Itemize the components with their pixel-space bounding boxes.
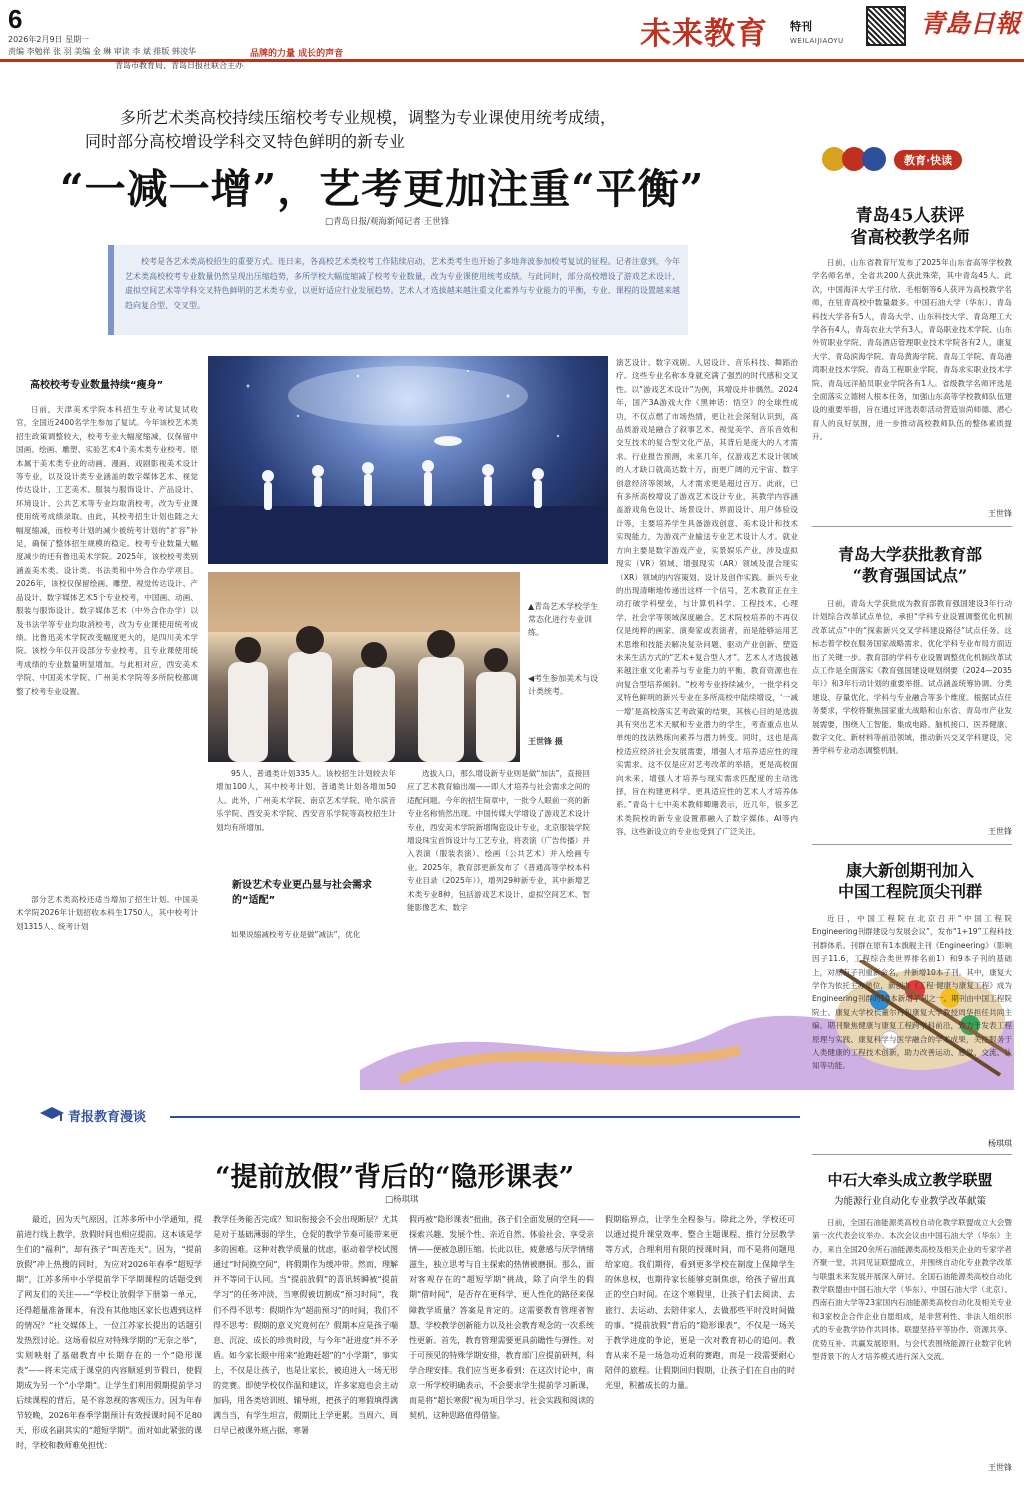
- main-headline: “一减一增”，艺考更加注重“平衡”: [60, 165, 705, 213]
- story2-title: [810, 544, 1010, 586]
- story1-author: 王世锋: [988, 509, 1012, 518]
- date-line: [8, 34, 258, 58]
- main-col-3: 选拔入口，那么增设新专业则是做“加法”，直接回应了艺术教育输出端——即人才培养与社会需求之间的适配问题。今年的招生简章中，一批令人眼前一亮的新专业名称悄然出现。中国传媒大学增设了游戏艺术设计专业，西安美术学院新增陶瓷设计专业，北京服装学院增设珠宝首饰设计与工艺专业，将表演（广告传播）并入表演（服装表演）、绘画（公共艺术）并入绘画专业。2025年，教育部更新发布了《普通高等学校本科专业目录（2025年）》，增列29种新专业，其中新增艺术类专业8种，包括游戏艺术设计、虚拟空间艺术、智能影像艺术、数字: [407, 769, 590, 913]
- lead-paragraph: 校考是各艺术类高校招生的重要方式。连日来，各高校艺术类校考工作陆续启动，艺术类考生也开始了多地奔波参加校考复试的征程。记者注意到，今年艺术类高校校考专业数量仍然呈现出压缩趋势，多所学校大幅度缩减了校考专业数量，改为专业课使用统考成绩。与此同时，部分高校增设了游戏艺术设计、虚拟空间艺术等学科交叉特色鲜明的艺术类专业，以更好适应行业发展趋势。艺术人才选拔越来越注重文化素养与专业能力的平衡，专业、课程的设置越来越趋向复合型、交叉型。: [125, 257, 680, 310]
- subtitle-line-2: 同时部分高校增设学科交叉特色鲜明的新专业: [85, 132, 406, 151]
- commentary-col-1: 最近，因为天气原因，江苏多所中小学通知，提前进行线上教学，放假时间也相应提前。这本该是学生们的“福利”，却有孩子“叫苦连天”。因为，“提前放假”冲上热搜的同时，为应对2026年春季“超短学期”，江苏多所中小学提前学下学期课程的话题受到了网友们的关注——“学校让放假学下册第一单元，还得超量准备课本，有没有其他地区家长也遇到这样的情况？”社交媒体上，一位江苏家长提出的话题引发热烈讨论。这场看似应对特殊学期的“无奈之举”，实则映射了基础教育中长期存在的一个“隐形课表”——将未完成于课堂的内容顺延到节假日，使假期成为另一个“小学期”。让学生们利用假期提前学习后续课程的背后，是不容忽视的客观压力。因为年春节较晚，2026年春季学期预计有效授课时间不足80天，形成名副其实的“超短学期”。面对如此紧张的课时，学校和教师难免担忧：: [16, 1215, 202, 1451]
- date-text: 2026年2月9日 星期一: [8, 35, 90, 44]
- newspaper-logo: 青島日報: [920, 9, 1021, 38]
- sidebar-divider-1: [812, 526, 1012, 527]
- story2-body: 日前，青岛大学获批成为教育部教育强国建设3年行动计划综合改革试点单位，承担“学科专业设置调整优化机制改革试点”中的“探索新兴交叉学科建设路径”试点任务。这标志着学校在服务国家战略需求、优化学科专业布局方面迈出了关键一步。教育部的学科专业设置调整优化机制改革试点工作是全面落实《教育强国建设规划纲要（2024—2035年）》和3年行动计划的重要举措。试点涵盖统筹协调、分类建设、存量优化、学科与专业融合等多个维度。根据试点任务要求，学校将聚焦国家重大战略和山东省、青岛市产业发展需要，围绕人工智能、集成电路、脑机接口、医养健康、数字文化、新材料等前沿领域，推动新兴交叉学科建设，完善学科专业动态调整机制。: [812, 599, 1012, 756]
- story4-body: 日前，全国石油能源类高校自动化教学联盟成立大会暨第一次代表会议举办。本次会议由中国石油大学（华东）主办，来自全国20余所石油能源类高校及相关企业的专家学者齐聚一堂，共同见证联盟成立，并围绕自动化专业教学改革与联盟未来发展开展深入研讨。全国石油能源类高校自动化教学联盟由中国石油大学（华东）、中国石油大学（北京）、西南石油大学等23家国内石油能源类高校自动化及相关专业和3家校企合作企业自愿组成，是非营利性、非法人组织形式的专业教学协作共同体。联盟坚持平等协作、资源共享、优势互补、共赢发展原则。与会代表围绕能源行业数字化转型背景下的人才培养模式进行深入交流。: [812, 1218, 1012, 1362]
- story1-title: [810, 205, 1010, 249]
- main-col-4: 演艺设计、数字戏剧、人居设计、音乐科技、舞蹈治疗。这些专业名称本身就充满了强烈的时代感和交叉性。以“游戏艺术设计”为例，其增设并非偶然。2024年，国产3A游戏大作《黑神话：悟空》的全球性成功，不仅点燃了市场热情，更让社会深刻认识到，高品质游戏是融合了叙事艺术、视觉美学、音乐音效和交互技术的复合型文化产品，其背后是庞大的人才需求。行业报告预测，未来几年，仅游戏艺术设计领域的人才缺口就高达数十万，而更广阔的元宇宙、数字创意经济等领域，人才需求更是超过百万。此前，已有多所高校增设了游戏艺术设计专业，其教学内容涵盖游戏角色设计、场景设计、界面设计、用户体验设计等，主要培养学生具备游戏创意、美术设计和技术实现能力，为游戏产业输送专业艺术设计人才。就业方向主要是数字游戏产业，实景娱乐产业，涉及虚拟现实（VR）领域、增强现实（AR）领域及混合现实（XR）领域的内容策划、设计及创作实践。新兴专业的出现清晰地传递出这样一个信号，艺术教育正在主动打破学科壁垒，与计算机科学、工程技术、心理学、社会学等领域深度融合。艺术院校培养的不再仅仅是纯粹的画家、演奏家或表演者，而是能够运用艺术思维和技能去解决复杂问题、驱动产业创新、塑造未来生活方式的“艺术+复合型人才”。艺术人才选拔越来越注重文化素养与专业能力的平衡，教育资源也在向复合型培养倾斜。“校考专业持续减少，一批学科交叉特色鲜明的新兴专业在多所高校中陆续增设，‘一减一增’是高校落实艺考政策的结果，其核心目的是选拔具有突出艺术天赋和专业潜力的学生，考查重点也从单纯的技法熟练向素养与潜力转变。同时，这也是高校适应经济社会发展需要，增强人才培养适应性的现实需求。这不仅是应对艺考改革的举措，更是高校面向未来、增强人才培养与现实需求匹配度的主动选择，旨在构建更科学、更具适应性的艺术人才培养体系。”青岛十七中美术教师卿珊表示，近几年，很多艺术类院校的新专业设置都融入了数字媒体、AI等内容，这些新设立的专业也受到了广泛关注。: [616, 358, 798, 837]
- main-col-2: 95人、普通类计划335人。该校招生计划较去年增加100人，其中校考计划、普通类计划各增加50人。此外，广州美术学院、南京艺术学院、哈尔滨音乐学院、西安美术学院、西安音乐学院等高校招生计划均有所增加。: [216, 769, 396, 832]
- story3-title-line1: 康大新创期刊加入: [845, 861, 974, 880]
- students-photo-icon: [208, 572, 520, 762]
- story3-title-line2: 中国工程院顶尖刊群: [837, 882, 982, 901]
- sidebar-divider-2: [812, 844, 1012, 845]
- dance-photo-icon: [208, 356, 608, 564]
- story1-title-line1: 青岛45人获评: [855, 206, 965, 226]
- main-byline: □青岛日报/观海新闻记者 王世锋: [325, 217, 450, 227]
- exam-students-photo: [208, 572, 520, 762]
- dance-photo: [208, 356, 608, 564]
- section-head-2: 新设艺术专业更凸显与社会需求的“适配”: [232, 880, 372, 906]
- sidebar-divider-3: [812, 1154, 1012, 1155]
- story2-author: 王世锋: [988, 827, 1012, 836]
- commentary-col-2: 教学任务能否完成？知识衔接会不会出现断层？尤其是对于基础薄弱的学生，仓促的教学节奏可能带来更多的困难。这种对教学质量的忧虑，驱动着学校试图通过“时间换空间”，将假期作为缓冲带。然而，理解并不等同于认同。当“提前放假”的喜讯转瞬被“提前学习”的任务冲淡，当寒假被切割成“预习时间”，我们不得不思考：假期作为“超前预习”的时间，我们不得不思考：假期的意义究竟何在？假期本应是孩子喘息、沉淀、成长的珍贵时段，与今年“赶进度”并不矛盾。如今家长眼中用来“抢跑赶超”的“小学期”，事实上，不仅是让孩子，也是让家长，被迫进入一场无形的竞赛。即使学校仅作温和建议，许多家庭也会主动加码，用各类培训班、辅导班，把孩子的寒假填得满满当当，有学生坦言，假期比上学更累。当周六、周日早已被课外班占据，寒暑: [213, 1215, 398, 1436]
- sidebar-header: [820, 144, 1015, 174]
- section-head-1: 高校校考专业数量持续“瘦身”: [30, 380, 164, 391]
- staff-text: 责编 李勉祥 张 羽 美编 金 琳 审读 李 斌 排版 韩凌华: [8, 47, 196, 56]
- brand-pinyin: WEILAIJIAOYU: [790, 37, 844, 45]
- commentary-col-4: 假期临界点，让学生全程参与。除此之外，学校还可以通过提升课堂效率、整合主题课程、推行分层教学等方式，合理利用有限的授课时间，而不是将问题甩给家庭。我们期待，看到更多学校在制度上保障学生的休息权，也期待家长能够克制焦虑，给孩子留出真正的空白时间。在这个寒假里，让孩子们去阅读、去旅行、去运动、去陪伴家人，去做那些平时没时间做的事。“提前放假”背后的“隐形课表”，不仅是一场关于教学进度的争论，更是一次对教育初心的追问。教育从来不是一场急功近利的赛跑，而是一段需要耐心陪伴的旅程。让假期回归假期，让孩子们在自由的时光里，积蓄成长的力量。: [605, 1215, 795, 1391]
- brand-sub: 特刊: [790, 20, 812, 33]
- story2-title-line1: 青岛大学获批教育部: [837, 545, 982, 564]
- news-flash-icon: [820, 144, 890, 174]
- main-col-2b: 如果说缩减校考专业是做“减法”，优化: [231, 930, 361, 939]
- brand-title: 未来教育: [640, 16, 768, 52]
- commentary-column-name: 青报教育漫谈: [68, 1110, 147, 1125]
- organizer: 青岛市教育局、青岛日报社联合主办: [115, 61, 243, 70]
- story2-title-line2: “教育强国试点”: [852, 566, 968, 585]
- subtitle-line-1: 多所艺术类高校持续压缩校考专业规模，调整为专业课使用统考成绩，: [120, 108, 617, 127]
- photo-credit: 王世锋 摄: [528, 737, 563, 746]
- story4-title: 中石大牵头成立教学联盟: [827, 1171, 993, 1189]
- commentary-title: “提前放假”背后的“隐形课表”: [215, 1162, 575, 1193]
- story3-body: 近日，中国工程院在北京召开“中国工程院Engineering刊群建设与发展会议”，发布“1+19”工程科技刊群体系。刊群在原有1本旗舰主刊《Engineering》（影响因子11.6，工程综合类世界排名前1）和9本子刊的基础上，对原有子刊重新命名，并新增10本子刊。其中，康复大学作为依托主办单位，新创办《工程·健康与康复工程》成为Engineering刊群的10本新增子刊之一。期刊由中国工程院院士、康复大学校长董尔丹和康复大学教授周华担任共同主编。期刊聚焦健康与康复工程跨学科前沿，致力于发表工程原理与实践、康复科学与医学融合的学术成果，关注服务于人类健康的工程技术创新，助力改善运动、感觉、交流、认知等功能。: [812, 914, 1012, 1071]
- sidebar-tag: 教育·快读: [894, 150, 962, 170]
- photo-caption-1: ▲青岛艺术学校学生常态化进行专业训练。: [528, 602, 599, 637]
- commentary-header: [0, 1105, 804, 1125]
- story4-author: 王世锋: [988, 1463, 1012, 1472]
- page-number: 6: [8, 4, 23, 34]
- commentary-byline: □杨琪琪: [385, 1195, 419, 1205]
- photo-caption-2: ◀考生参加美术与设计类统考。: [528, 674, 599, 696]
- qr-code-icon[interactable]: [866, 6, 906, 46]
- slogan: 品牌的力量 成长的声音: [250, 49, 344, 59]
- lead-accent-bar: [108, 245, 114, 335]
- story3-author: 杨琪琪: [988, 1139, 1012, 1148]
- commentary-rule: [170, 1116, 800, 1118]
- story4-subtitle: 为能源行业自动化专业教学改革献策: [833, 1196, 986, 1207]
- main-col-1b: 部分艺术类高校还适当增加了招生计划。中国美术学院2026年计划招收本科生1750人，其中校考计划1315人、统考计划: [16, 895, 198, 931]
- commentary-col-3: 假再被“隐形课表”扭曲，孩子们全面发展的空间——探索兴趣、发展个性、亲近自然、体验社会、享受亲情——便被急剧压缩。长此以往，疲惫感与厌学情绪滋生，独立思考与自主探索的热情被磨损。那么，面对客观存在的“超短学期”挑战，除了向学生的假期“借时间”，是否存在更科学、更人性化的路径来保障教学质量？答案是肯定的。这需要教育管理者智慧、学校教学创新能力以及社会教育观念的一次系统性更新。首先，教育管理需要更具前瞻性与弹性。对于可预见的特殊学期安排，教育部门应提前研判，科学合理安排。我们应当更多看到：在这次讨论中，南京一所学校明确表示，不会要求学生提前学习新课，而是将“超长寒假”视为项目学习、社会实践和阅读的契机，这种思路值得借鉴。: [409, 1215, 594, 1421]
- story1-title-line2: 省高校教学名师: [850, 228, 970, 248]
- graduation-cap-icon: [40, 1105, 64, 1125]
- story3-title: [810, 860, 1010, 902]
- main-col-1: 日前，天津美术学院本科招生专业考试复试收官，全国近2400名学生参加了复试。今年该校艺术类招生政策调整较大，校考专业大幅度缩减，仅保留中国画、绘画、雕塑、实验艺术4个美术类专业校考。原本属于美术类专业的动画、漫画、戏剧影视美术设计等专业，以及设计类专业涵盖的数字媒体艺术、视觉传达设计、工艺美术、服装与服饰设计、产品设计、环境设计、公共艺术等专业均取消校考，改为专业课使用统考成绩录取。由此，其校考招生计划也随之大幅度缩减，而校考计划的减少被统考计划的“扩容”补足，确保了整体招生规模的稳定。校考专业数量大幅度减少的还有鲁迅美术学院。2025年，该校校考类别涵盖美术类、设计类、书法类和中外合作办学项目。2026年，该校仅保留绘画、雕塑、视觉传达设计、产品设计、数字媒体艺术5个专业校考，中国画、动画、服装与服饰设计、数字媒体艺术（中外合作办学）以及书法学等专业均取消校考，改为专业课使用统考成绩。比鲁迅美术学院改变幅度更大的，是四川美术学院。该校今年仅开设部分专业校考，且专业课使用统考成绩的专业数量明显增加。与此相对应，西安美术学院、中国美术学院、广州美术学院等多所院校都调整了校考专业设置。: [16, 405, 198, 696]
- story1-body: 日前，山东省教育厅发布了2025年山东省高等学校教学名师名单，全省共200人获此殊荣，其中青岛45人。此次，中国海洋大学王付欣、毛相朝等6人获评为高校教学名师，在驻青高校中数量最多。中国石油大学（华东）、青岛科技大学各有5人，青岛大学、山东科技大学、青岛理工大学各有4人，青岛农业大学有3人，青岛职业技术学院、山东外贸职业学院、青岛酒店管理职业技术学院各有2人，康复大学、青岛滨海学院、青岛黄海学院、青岛工学院、青岛港湾职业技术学院、青岛工程职业学院、青岛求实职业技术学院、青岛远洋船员职业学院各有1人。省级教学名师评选是全面落实立德树人根本任务，加强山东高等学校教师队伍建设的重要举措，旨在通过评选表彰活动营造崇尚师德、潜心育人的良好氛围，进一步推动高校教师队伍的整体素质提升。: [812, 258, 1012, 442]
